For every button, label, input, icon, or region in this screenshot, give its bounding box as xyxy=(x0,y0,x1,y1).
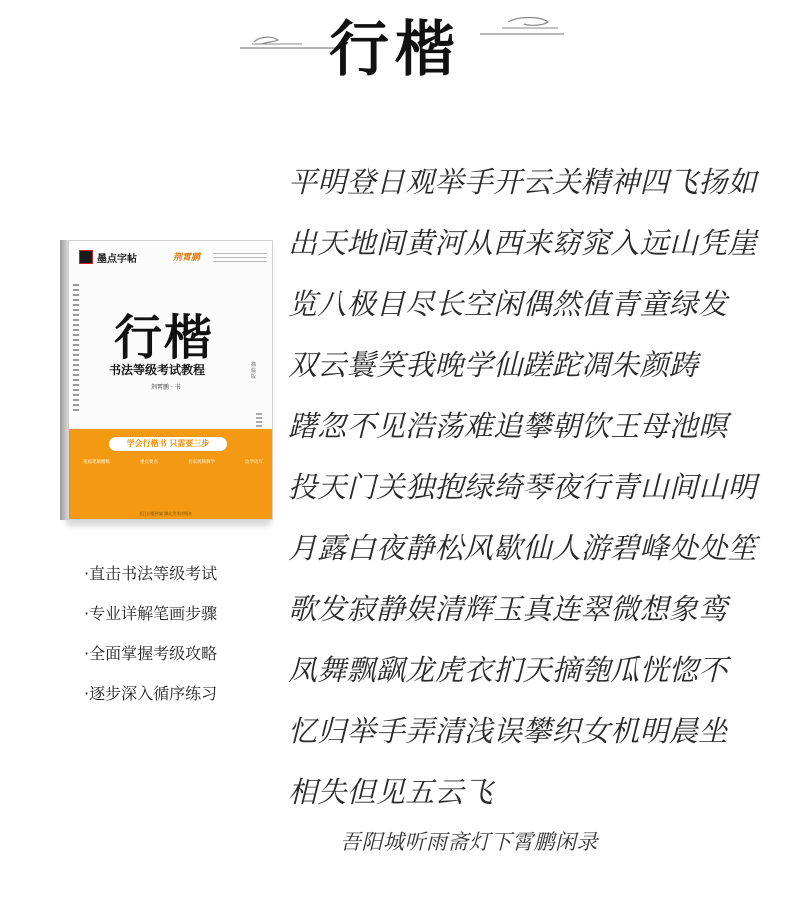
right-decoration xyxy=(478,14,568,38)
brand-logo-icon xyxy=(79,250,93,264)
book-front xyxy=(68,240,273,520)
book-brand: 墨点字帖 xyxy=(97,254,137,265)
book-orange-band xyxy=(69,429,273,520)
feature-item: ·逐步深入循序练习 xyxy=(84,684,218,703)
book-publishers: 长江出版传媒 湖北美术出版社 xyxy=(139,511,193,516)
calligraphy-line: 平明登日观举手开云关精神四飞扬如 xyxy=(288,165,757,199)
calligraphy-line: 双云鬟笑我晚学仙蹉跎凋朱颜踌 xyxy=(288,348,699,382)
page-header xyxy=(0,0,790,85)
book-feature: 重点要点 xyxy=(140,460,158,465)
calligraphy-line: 歌发寂静娱清辉玉真连翠微想象鸾 xyxy=(288,592,728,626)
feature-item: ·专业详解笔画步骤 xyxy=(84,604,218,623)
calligraphy-line: 相失但见五云飞 xyxy=(288,775,494,809)
book-author: 荆霄鹏 · 书 xyxy=(151,384,181,391)
book-author-tag: 荆霄鹏 xyxy=(173,253,201,263)
book-feature-row xyxy=(83,459,263,465)
calligraphy-line: 凤舞飘飖龙虎衣扪天摘匏瓜恍惚不 xyxy=(288,653,728,687)
calligraphy-line: 览八极目尽长空闲偶然值青童绿发 xyxy=(288,287,728,321)
page-title: 行楷 xyxy=(329,15,461,85)
calligraphy-line: 躇忽不见浩荡难追攀朝饮王母池暝 xyxy=(288,409,728,443)
calligraphy-line: 月露白夜静松风歇仙人游碧峰处处笙 xyxy=(288,531,757,565)
feature-item: ·全面掌握考级攻略 xyxy=(84,644,218,663)
feature-list xyxy=(84,563,217,723)
book-banner: 学会行楷书 只需要三步 xyxy=(109,437,227,451)
book-title: 行楷 xyxy=(113,310,214,366)
book-fineprint xyxy=(213,250,267,262)
book-edition: 描临版 xyxy=(251,362,257,380)
book-cover-image xyxy=(60,240,275,530)
book-feature: 边学边写 xyxy=(245,460,263,465)
book-feature: 笔画笔顺精练 xyxy=(83,460,110,465)
calligraphy-line: 投天门关独抱绿绮琴夜行青山间山明 xyxy=(288,470,757,504)
calligraphy-signature: 吾阳城听雨斋灯下霄鹏闲录 xyxy=(340,830,598,854)
book-feature: 名家视频教学 xyxy=(188,460,215,465)
calligraphy-line: 出天地间黄河从西来窈窕入远山凭崖 xyxy=(288,226,757,260)
feature-item: ·直击书法等级考试 xyxy=(84,564,218,583)
book-subtitle: 书法等级考试教程 xyxy=(109,363,206,377)
calligraphy-sample xyxy=(288,152,757,823)
calligraphy-line: 忆归举手弄清浅误攀织女机明晨坐 xyxy=(288,714,728,748)
